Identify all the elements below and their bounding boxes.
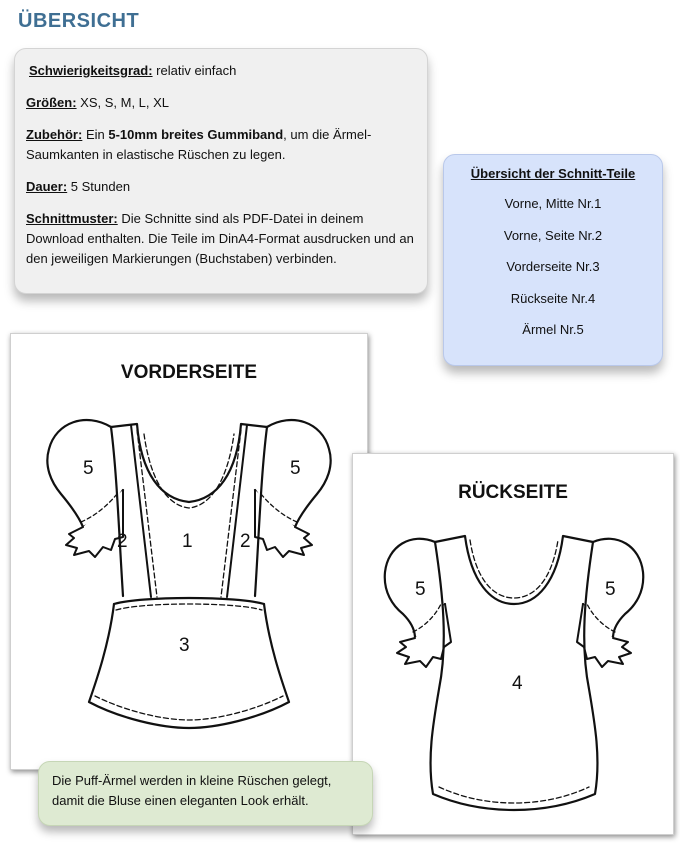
front-label-side-right: 2 xyxy=(240,531,251,552)
front-label-sleeve-right: 5 xyxy=(290,458,301,479)
front-heading: VORDERSEITE xyxy=(120,362,258,383)
accessories-text-bold: 5-10mm breites Gummiband xyxy=(108,127,284,142)
pattern-label: Schnittmuster: xyxy=(26,211,118,226)
front-lower-part xyxy=(89,598,289,728)
overview-item-back: Rückseite Nr.4 xyxy=(510,290,596,306)
difficulty-value: relativ einfach xyxy=(152,63,237,78)
overview-item-front-lower: Vorderseite Nr.3 xyxy=(506,259,600,274)
duration-value: 5 Stunden xyxy=(67,179,131,194)
pattern-row xyxy=(26,209,415,269)
page-title: ÜBERSICHT xyxy=(18,10,140,32)
front-label-lower: 3 xyxy=(179,635,190,656)
sizes-value: XS, S, M, L, XL xyxy=(76,95,170,110)
accessories-row xyxy=(26,125,415,165)
difficulty-row xyxy=(26,61,415,81)
overview-item-sleeve: Ärmel Nr.5 xyxy=(522,322,584,337)
note-box xyxy=(38,761,373,826)
front-label-center: 1 xyxy=(182,531,193,552)
overview-item-front-side: Vorne, Seite Nr.2 xyxy=(503,227,603,243)
front-label-side-left: 2 xyxy=(117,531,128,552)
accessories-text-post: , um die Ärmel-Saumkanten in elastische Rüschen zu legen. xyxy=(26,127,372,162)
info-box xyxy=(14,48,428,294)
back-panel xyxy=(352,453,674,835)
back-garment-illustration xyxy=(353,454,673,834)
overview-box xyxy=(443,154,663,366)
back-label-sleeve-right: 5 xyxy=(605,579,616,600)
duration-row xyxy=(26,177,415,197)
sizes-row xyxy=(26,93,415,113)
back-label-body: 4 xyxy=(512,673,523,694)
front-label-sleeve-left: 5 xyxy=(83,458,94,479)
back-heading: RÜCKSEITE xyxy=(458,482,568,503)
pattern-value: Die Schnitte sind als PDF-Datei in deinem Download enthalten. Die Teile im DinA4-Format ausdrucken und an den jeweiligen Markierungen (Buchstaben) verbinden. xyxy=(26,211,414,266)
back-label-sleeve-left: 5 xyxy=(415,579,426,600)
duration-label: Dauer: xyxy=(26,179,68,194)
front-garment-illustration xyxy=(11,334,367,769)
difficulty-label: Schwierigkeitsgrad: xyxy=(29,63,153,78)
accessories-text-pre: Ein xyxy=(82,127,109,142)
front-bodice xyxy=(111,424,267,597)
front-panel xyxy=(10,333,368,770)
overview-item-front-center: Vorne, Mitte Nr.1 xyxy=(504,196,602,211)
back-right-sleeve xyxy=(577,539,643,667)
overview-title: Übersicht der Schnitt-Teile xyxy=(470,166,636,181)
back-left-sleeve xyxy=(385,539,451,667)
note-text: Die Puff-Ärmel werden in kleine Rüschen gelegt, damit die Bluse einen eleganten Look erhält. xyxy=(52,773,332,808)
sizes-label: Größen: xyxy=(26,95,77,110)
accessories-label: Zubehör: xyxy=(26,127,83,142)
